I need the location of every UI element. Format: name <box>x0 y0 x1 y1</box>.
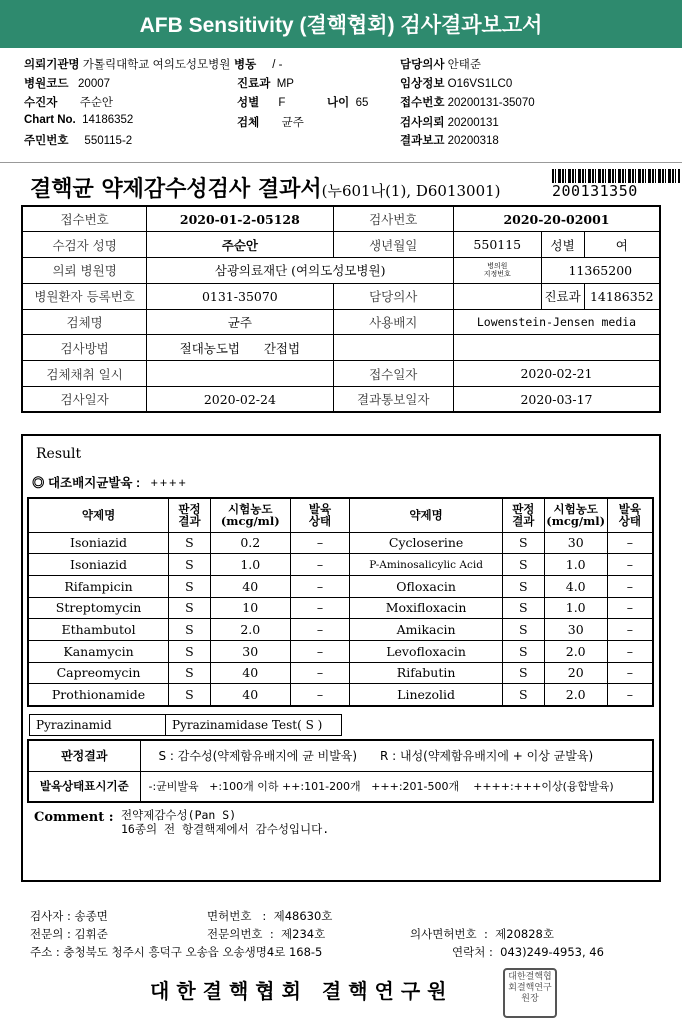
drug-cell: S <box>502 662 544 684</box>
drug-cell: – <box>607 640 653 662</box>
drug-cell: S <box>502 619 544 641</box>
drug-cell: – <box>607 554 653 576</box>
drug-susceptibility-table <box>27 497 654 707</box>
drug-cell: 40 <box>210 662 290 684</box>
drug-cell: – <box>607 532 653 554</box>
drug-row <box>28 554 653 576</box>
drug-cell: S <box>502 575 544 597</box>
specialist-number: 전문의번호 : 제234호 <box>207 927 326 941</box>
drug-cell: – <box>290 597 350 619</box>
control-colony: ◎ 대조배지균발육 : ++++ <box>32 476 188 490</box>
drug-cell: Ethambutol <box>28 619 169 641</box>
pza-result: Pyrazinamidase Test( S ) <box>165 714 342 736</box>
drug-row <box>28 532 653 554</box>
drug-cell: Moxifloxacin <box>350 597 503 619</box>
drug-header-cell: 시험농도 (mcg/ml) <box>210 498 290 532</box>
drug-cell: S <box>502 597 544 619</box>
drug-cell: – <box>607 619 653 641</box>
drug-cell: – <box>290 684 350 706</box>
specimen: 검체 균주 <box>237 117 304 129</box>
drug-cell: S <box>169 662 211 684</box>
drug-cell: Rifampicin <box>28 575 169 597</box>
drug-cell: 30 <box>544 532 607 554</box>
drug-cell: S <box>169 554 211 576</box>
drug-cell: S <box>502 640 544 662</box>
drug-cell: 1.0 <box>210 554 290 576</box>
drug-cell: 40 <box>210 684 290 706</box>
drug-cell: 2.0 <box>210 619 290 641</box>
license: 면허번호 : 제48630호 <box>207 909 333 923</box>
drug-cell: Amikacin <box>350 619 503 641</box>
drug-row <box>28 619 653 641</box>
drug-cell: S <box>169 597 211 619</box>
age: 나이 65 <box>327 97 369 109</box>
ordering-org-row: 의뢰기관명 가톨릭대학교 여의도성모병원 <box>24 59 231 71</box>
address: 주소 : 충청북도 청주시 흥덕구 오송읍 오송생명4로 168-5 <box>30 945 323 959</box>
drug-cell: 1.0 <box>544 597 607 619</box>
legend-judge: S : 감수성(약제함유배지에 균 비발육) R : 내성(약제함유배지에 + 이상 균발육) <box>140 740 653 771</box>
specialist: 전문의 : 김휘준 <box>30 927 108 941</box>
drug-cell: – <box>607 684 653 706</box>
drug-row <box>28 640 653 662</box>
legend-judge-label: 판정결과 <box>28 740 140 771</box>
drug-cell: 10 <box>210 597 290 619</box>
pza-label: Pyrazinamid <box>29 714 166 736</box>
drug-cell: 30 <box>210 640 290 662</box>
drug-cell: S <box>502 684 544 706</box>
contact: 연락처 : 043)249-4953, 46 <box>452 945 604 959</box>
drug-row <box>28 597 653 619</box>
drug-cell: – <box>290 554 350 576</box>
report-banner: AFB Sensitivity (결핵협회) 검사결과보고서 <box>0 0 682 48</box>
drug-header-cell: 판정 결과 <box>502 498 544 532</box>
rrn: 주민번호 550115-2 <box>24 135 133 147</box>
doctor: 담당의사 안태준 <box>400 59 481 71</box>
drug-cell: 20 <box>544 662 607 684</box>
drug-row <box>28 684 653 706</box>
drug-header-cell: 시험농도 (mcg/ml) <box>544 498 607 532</box>
ward: 병동 / - <box>234 59 283 71</box>
official-seal: 대한결핵협회결핵연구원장 <box>503 968 557 1018</box>
sex: 성별 F <box>237 97 286 109</box>
drug-cell: S <box>169 619 211 641</box>
drug-cell: – <box>607 597 653 619</box>
drug-cell: Prothionamide <box>28 684 169 706</box>
drug-cell: – <box>607 662 653 684</box>
drug-cell: P-Aminosalicylic Acid <box>350 554 503 576</box>
clinical-info: 임상정보 O16VS1LC0 <box>400 78 513 90</box>
divider <box>0 162 682 163</box>
drug-cell: – <box>607 575 653 597</box>
report-date: 결과보고 20200318 <box>400 135 499 147</box>
legend-growth-label: 발육상태표시기준 <box>28 771 140 802</box>
drug-cell: – <box>290 619 350 641</box>
drug-cell: Kanamycin <box>28 640 169 662</box>
comment-text: 전약제감수성(Pan S) 16종의 전 항결핵제에서 감수성입니다. <box>121 808 330 836</box>
drug-cell: – <box>290 575 350 597</box>
chart-number: Chart No. 14186352 <box>24 114 134 126</box>
drug-cell: Capreomycin <box>28 662 169 684</box>
drug-cell: Isoniazid <box>28 532 169 554</box>
request-date: 검사의뢰 20200131 <box>400 117 499 129</box>
drug-cell: Levofloxacin <box>350 640 503 662</box>
tester: 검사자 : 송종면 <box>30 909 108 923</box>
specimen-info-table: 접수번호 2020-01-2-05128 검사번호 2020-20-02001 수검자 성명 주순안 생년월일 550115 성별 여 의뢰 병원명 삼광의료재단 (여의도성모병원) 병의원 지정번호 11365200 병원환자 등록번호 0131-35070 담당의사 진료과 14186352 검체명 균주 사용배지 Lowenstein-Jensen media 검사방법 절대농도법 간접법 검체채취 일시 접수일자 2020-02-21 검사일자 2020-02-24 결과통보일자 2020-03-17 <box>21 205 661 413</box>
drug-header-cell: 약제명 <box>28 498 169 532</box>
organization-name: 대한결핵협회 결핵연구원 <box>150 979 454 1003</box>
drug-cell: 30 <box>544 619 607 641</box>
drug-row <box>28 575 653 597</box>
drug-cell: – <box>290 532 350 554</box>
drug-cell: S <box>502 532 544 554</box>
barcode <box>552 169 680 183</box>
drug-cell: 1.0 <box>544 554 607 576</box>
drug-cell: 4.0 <box>544 575 607 597</box>
legend-table <box>27 739 654 803</box>
drug-cell: S <box>169 640 211 662</box>
drug-cell: S <box>169 532 211 554</box>
comment-label: Comment : <box>34 810 114 825</box>
drug-row <box>28 662 653 684</box>
drug-cell: Streptomycin <box>28 597 169 619</box>
drug-cell: – <box>290 662 350 684</box>
drug-cell: – <box>290 640 350 662</box>
drug-cell: S <box>169 575 211 597</box>
drug-cell: 40 <box>210 575 290 597</box>
drug-cell: Cycloserine <box>350 532 503 554</box>
drug-cell: Rifabutin <box>350 662 503 684</box>
drug-cell: 0.2 <box>210 532 290 554</box>
drug-header-cell: 발육 상태 <box>290 498 350 532</box>
drug-cell: Linezolid <box>350 684 503 706</box>
document-title: 결핵균 약제감수성검사 결과서(누601나(1), D6013001) <box>30 176 501 202</box>
doctor-license: 의사면허번호 : 제20828호 <box>410 927 554 941</box>
drug-header-cell: 판정 결과 <box>169 498 211 532</box>
drug-cell: 2.0 <box>544 640 607 662</box>
drug-cell: Ofloxacin <box>350 575 503 597</box>
result-title: Result <box>36 446 82 462</box>
drug-header-cell: 약제명 <box>350 498 503 532</box>
legend-growth: -:균비발육 +:100개 이하 ++:101-200개 +++:201-500개 ++++:+++이상(융합발육) <box>140 771 653 802</box>
drug-cell: S <box>169 684 211 706</box>
barcode-number: 200131350 <box>552 182 638 200</box>
drug-cell: Isoniazid <box>28 554 169 576</box>
drug-cell: 2.0 <box>544 684 607 706</box>
hospital-code: 병원코드 20007 <box>24 78 111 90</box>
dept: 진료과 MP <box>237 78 294 90</box>
drug-cell: S <box>502 554 544 576</box>
drug-header-cell: 발육 상태 <box>607 498 653 532</box>
patient-name: 수진자 주순안 <box>24 97 114 109</box>
receipt-number: 접수번호 20200131-35070 <box>400 97 535 109</box>
